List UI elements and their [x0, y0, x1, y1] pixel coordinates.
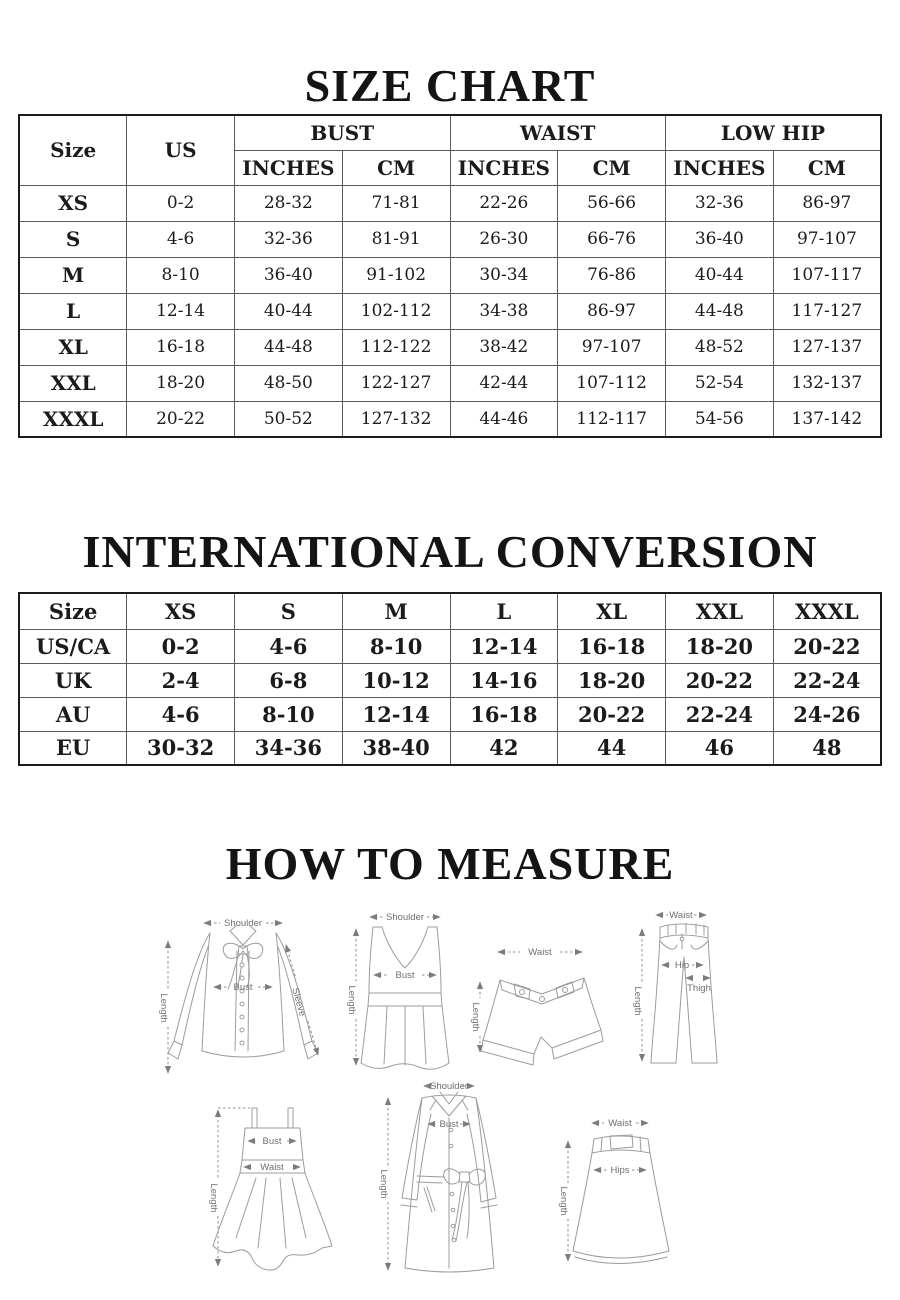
waist-cm-header: CM: [558, 150, 666, 185]
value-cell: 107-117: [773, 257, 881, 293]
value-cell: 36-40: [235, 257, 343, 293]
value-cell: 0-2: [127, 185, 235, 221]
value-cell: 32-36: [235, 221, 343, 257]
value-cell: 44-48: [666, 293, 774, 329]
value-cell: 52-54: [666, 365, 774, 401]
value-cell: 66-76: [558, 221, 666, 257]
pants-diagram: [616, 905, 732, 1070]
tank-top-diagram: [346, 905, 466, 1077]
row-label-cell: L: [19, 293, 127, 329]
blouse-sleeve-label: Sleeve: [289, 986, 308, 1018]
coat-shoulder-label: Shoulder: [429, 1081, 469, 1092]
blouse-length-label: Length: [158, 993, 169, 1023]
blouse-shoulder-label: Shoulder: [223, 918, 263, 929]
row-label-cell: XXL: [19, 365, 127, 401]
bust-inches-header: INCHES: [235, 150, 343, 185]
skirt-diagram: [558, 1113, 690, 1273]
dress-bust-label: Bust: [262, 1136, 282, 1147]
shorts-diagram: [470, 940, 616, 1074]
value-cell: 20-22: [127, 401, 235, 437]
value-cell: 18-20: [558, 663, 666, 697]
value-cell: 50-52: [235, 401, 343, 437]
value-cell: 97-107: [558, 329, 666, 365]
size-chart-title: SIZE CHART: [304, 59, 596, 111]
table-row: [19, 663, 881, 697]
lowhip-inches-header: INCHES: [666, 150, 774, 185]
conv-m-header: M: [342, 593, 450, 629]
row-label-cell: AU: [19, 697, 127, 731]
value-cell: 56-66: [558, 185, 666, 221]
table-row: [19, 697, 881, 731]
value-cell: 0-2: [127, 629, 235, 663]
size-chart-table: [18, 114, 882, 438]
value-cell: 4-6: [127, 221, 235, 257]
dress-waist-label: Waist: [260, 1162, 284, 1173]
tank-bust-label: Bust: [395, 970, 415, 981]
table-row: [19, 401, 881, 437]
pants-waist-label: Waist: [669, 910, 693, 921]
value-cell: 38-40: [342, 731, 450, 765]
value-cell: 14-16: [450, 663, 558, 697]
value-cell: 117-127: [773, 293, 881, 329]
coat-bust-label: Bust: [439, 1119, 459, 1130]
value-cell: 48-52: [666, 329, 774, 365]
table-row: [19, 629, 881, 663]
coat-diagram: [376, 1078, 524, 1278]
value-cell: 16-18: [127, 329, 235, 365]
blouse-bust-label: Bust: [233, 982, 253, 993]
conv-l-header: L: [450, 593, 558, 629]
value-cell: 86-97: [773, 185, 881, 221]
value-cell: 42: [450, 731, 558, 765]
value-cell: 107-112: [558, 365, 666, 401]
value-cell: 12-14: [342, 697, 450, 731]
value-cell: 8-10: [235, 697, 343, 731]
value-cell: 22-26: [450, 185, 558, 221]
pants-hip-label: Hip: [674, 960, 690, 971]
conv-s-header: S: [235, 593, 343, 629]
value-cell: 40-44: [666, 257, 774, 293]
coat-length-label: Length: [378, 1169, 389, 1199]
value-cell: 44-46: [450, 401, 558, 437]
value-cell: 22-24: [666, 697, 774, 731]
skirt-waist-label: Waist: [608, 1118, 632, 1129]
value-cell: 54-56: [666, 401, 774, 437]
tank-shoulder-label: Shoulder: [385, 912, 425, 923]
value-cell: 112-117: [558, 401, 666, 437]
value-cell: 6-8: [235, 663, 343, 697]
row-label-cell: S: [19, 221, 127, 257]
value-cell: 8-10: [127, 257, 235, 293]
conv-xxl-header: XXL: [666, 593, 774, 629]
value-cell: 102-112: [342, 293, 450, 329]
conversion-table: [18, 592, 882, 766]
value-cell: 2-4: [127, 663, 235, 697]
row-label-cell: XXXL: [19, 401, 127, 437]
value-cell: 40-44: [235, 293, 343, 329]
row-label-cell: EU: [19, 731, 127, 765]
value-cell: 30-34: [450, 257, 558, 293]
table-row: [19, 257, 881, 293]
value-cell: 12-14: [127, 293, 235, 329]
dress-diagram: [200, 1098, 350, 1280]
value-cell: 38-42: [450, 329, 558, 365]
value-cell: 22-24: [773, 663, 881, 697]
value-cell: 18-20: [127, 365, 235, 401]
value-cell: 48: [773, 731, 881, 765]
value-cell: 10-12: [342, 663, 450, 697]
value-cell: 36-40: [666, 221, 774, 257]
value-cell: 127-132: [342, 401, 450, 437]
table-row: [19, 329, 881, 365]
value-cell: 16-18: [450, 697, 558, 731]
value-cell: 71-81: [342, 185, 450, 221]
value-cell: 132-137: [773, 365, 881, 401]
waist-inches-header: INCHES: [450, 150, 558, 185]
row-label-cell: US/CA: [19, 629, 127, 663]
value-cell: 42-44: [450, 365, 558, 401]
dress-length-label: Length: [208, 1183, 219, 1213]
value-cell: 20-22: [773, 629, 881, 663]
value-cell: 127-137: [773, 329, 881, 365]
value-cell: 26-30: [450, 221, 558, 257]
skirt-length-label: Length: [558, 1186, 569, 1216]
value-cell: 91-102: [342, 257, 450, 293]
skirt-hips-label: Hips: [610, 1165, 630, 1176]
bust-col-header: BUST: [235, 115, 451, 150]
value-cell: 97-107: [773, 221, 881, 257]
value-cell: 137-142: [773, 401, 881, 437]
value-cell: 44: [558, 731, 666, 765]
value-cell: 48-50: [235, 365, 343, 401]
waist-col-header: WAIST: [450, 115, 666, 150]
row-label-cell: XS: [19, 185, 127, 221]
conv-xxxl-header: XXXL: [773, 593, 881, 629]
value-cell: 34-38: [450, 293, 558, 329]
row-label-cell: XL: [19, 329, 127, 365]
size-col-header: Size: [19, 115, 127, 185]
conv-xl-header: XL: [558, 593, 666, 629]
value-cell: 81-91: [342, 221, 450, 257]
value-cell: 122-127: [342, 365, 450, 401]
value-cell: 4-6: [127, 697, 235, 731]
pants-thigh-label: Thigh: [687, 983, 711, 994]
table-row: [19, 185, 881, 221]
lowhip-col-header: LOW HIP: [666, 115, 882, 150]
shorts-waist-label: Waist: [528, 947, 552, 958]
conversion-title: INTERNATIONAL CONVERSION: [82, 525, 818, 577]
value-cell: 112-122: [342, 329, 450, 365]
table-row: [19, 221, 881, 257]
value-cell: 34-36: [235, 731, 343, 765]
shorts-length-label: Length: [470, 1002, 481, 1032]
us-col-header: US: [127, 115, 235, 185]
row-label-cell: M: [19, 257, 127, 293]
conv-size-header: Size: [19, 593, 127, 629]
tank-length-label: Length: [346, 985, 357, 1015]
value-cell: 24-26: [773, 697, 881, 731]
blouse-diagram: [146, 893, 338, 1085]
value-cell: 12-14: [450, 629, 558, 663]
table-row: [19, 731, 881, 765]
how-to-measure-title: HOW TO MEASURE: [225, 837, 675, 889]
value-cell: 32-36: [666, 185, 774, 221]
value-cell: 30-32: [127, 731, 235, 765]
value-cell: 18-20: [666, 629, 774, 663]
value-cell: 46: [666, 731, 774, 765]
table-row: [19, 293, 881, 329]
row-label-cell: UK: [19, 663, 127, 697]
value-cell: 44-48: [235, 329, 343, 365]
table-row: [19, 365, 881, 401]
value-cell: 28-32: [235, 185, 343, 221]
value-cell: 8-10: [342, 629, 450, 663]
value-cell: 76-86: [558, 257, 666, 293]
value-cell: 16-18: [558, 629, 666, 663]
value-cell: 4-6: [235, 629, 343, 663]
pants-length-label: Length: [632, 986, 643, 1016]
value-cell: 20-22: [666, 663, 774, 697]
bust-cm-header: CM: [342, 150, 450, 185]
value-cell: 20-22: [558, 697, 666, 731]
conv-xs-header: XS: [127, 593, 235, 629]
value-cell: 86-97: [558, 293, 666, 329]
lowhip-cm-header: CM: [773, 150, 881, 185]
